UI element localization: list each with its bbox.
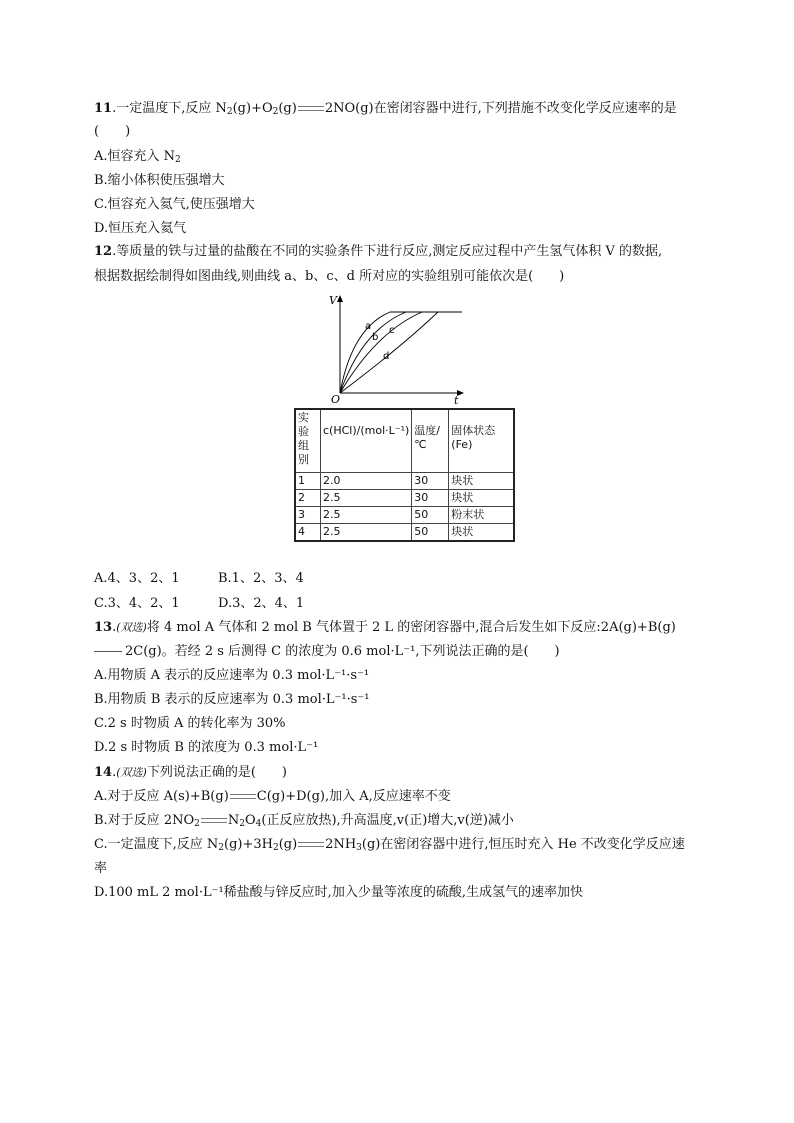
curve-label-c: c: [389, 325, 395, 336]
reaction-arrow-icon: [94, 651, 122, 652]
q14-number: 14: [94, 765, 113, 780]
q12-option-d: D.3、2、4、1: [218, 596, 305, 611]
q11-option-d: D.恒压充入氦气: [94, 221, 187, 236]
q14-stem: 14.(双选)下列说法正确的是( ): [94, 765, 287, 780]
experiment-table: [294, 408, 515, 542]
table-header-row: [295, 409, 514, 473]
curve-label-d: d: [383, 351, 390, 362]
subscript: 2: [226, 107, 233, 117]
curve-label-a: a: [365, 321, 372, 332]
table-header-cell: 固体状态(Fe): [449, 409, 515, 473]
q13-text: 将 4 mol A 气体和 2 mol B 气体置于 2 L 的密闭容器中,混合后发生如下反应:2A(g)+B(g): [146, 620, 676, 635]
q11-text: .一定温度下,反应 N: [112, 101, 227, 116]
table-cell: 块状: [449, 524, 515, 542]
table-row: [295, 473, 514, 490]
q13-option-b: B.用物质 B 表示的反应速率为 0.3 mol·L⁻¹·s⁻¹: [94, 692, 370, 707]
q12-text: .等质量的铁与过量的盐酸在不同的实验条件下进行反应,测定反应过程中产生氢气体积 V 的数据,: [112, 244, 663, 259]
volume-time-graph: [320, 294, 470, 406]
q13-number: 13: [94, 620, 113, 635]
q14-text: 下列说法正确的是( ): [146, 765, 287, 780]
q14-tag: (双选): [116, 766, 147, 779]
origin-label: O: [331, 393, 341, 406]
table-header-cell: 实验组别: [295, 409, 321, 473]
q12-stem-line2: 根据数据绘制得如图曲线,则曲线 a、b、c、d 所对应的实验组别可能依次是( ): [94, 269, 565, 284]
table-cell: 30: [412, 490, 449, 507]
q13-text: 2C(g)。若经 2 s 后测得 C 的浓度为 0.6 mol·L⁻¹,下列说法正确的是( ): [125, 644, 560, 659]
table-header-cell: 温度/℃: [412, 409, 449, 473]
y-axis-label: V: [329, 294, 337, 307]
table-cell: 50: [412, 524, 449, 542]
q14-option-b: B.对于反应 $2NO_2$ $N_2O_4$(正反应放热),升高温度,v(正)增大,v(逆)减小: [94, 813, 514, 829]
table-cell: 粉末状: [449, 507, 515, 524]
subscript: 2: [272, 107, 279, 117]
q11-option-a: A.恒容充入 $N_2$: [94, 149, 181, 165]
curve-b: [340, 312, 406, 393]
table-row: [295, 524, 514, 542]
table-cell: 2.5: [321, 490, 412, 507]
q12-option-b: B.1、2、3、4: [218, 571, 304, 586]
table-header-cell: c(HCl)/(mol·L⁻¹): [321, 409, 412, 473]
q11-option-c: C.恒容充入氦气,使压强增大: [94, 197, 255, 212]
table-cell: 块状: [449, 473, 515, 490]
q11-number: 11: [94, 101, 113, 116]
q11-stem: [94, 100, 677, 121]
x-axis-label: t: [454, 394, 459, 406]
q12-number: 12: [94, 244, 113, 259]
q13-stem-line1: 13.(双选)将 4 mol A 气体和 2 mol B 气体置于 2 L 的密闭容器中,混合后发生如下反应:2A(g)+B(g): [94, 620, 676, 635]
q14-option-a: A.对于反应 A(s)+B(g) C(g)+D(g),加入 A,反应速率不变: [94, 789, 451, 804]
curve-label-b: b: [372, 332, 379, 343]
q13-stem-line2: [94, 643, 560, 661]
equilibrium-arrow-icon: [298, 841, 324, 849]
y-axis-arrow-icon: [337, 295, 343, 302]
q11-text: 2NO(g)在密闭容器中进行,下列措施不改变化学反应速率的是: [324, 101, 677, 116]
table-cell: 1: [295, 473, 321, 490]
q14-option-d: D.100 mL 2 mol·L⁻¹稀盐酸与锌反应时,加入少量等浓度的硫酸,生成氢气的速率加快: [94, 885, 583, 900]
table-cell: 50: [412, 507, 449, 524]
table-cell: 30: [412, 473, 449, 490]
table-cell: 2: [295, 490, 321, 507]
q11-text: (g)+O: [232, 101, 273, 116]
equilibrium-arrow-icon: [201, 817, 227, 825]
q14-option-c-line2: 率: [94, 861, 108, 876]
q11-text: (g): [278, 101, 297, 116]
q12-option-c: C.3、4、2、1: [94, 596, 180, 611]
table-cell: 2.0: [321, 473, 412, 490]
equilibrium-arrow-icon: [230, 793, 256, 801]
q13-tag: (双选): [116, 621, 147, 634]
q11-answer-paren: ( ): [94, 124, 131, 139]
equilibrium-arrow-icon: [298, 105, 324, 113]
table-cell: 4: [295, 524, 321, 542]
table-cell: 3: [295, 507, 321, 524]
table-row: [295, 507, 514, 524]
table-cell: 块状: [449, 490, 515, 507]
table-cell: 2.5: [321, 507, 412, 524]
q13-option-a: A.用物质 A 表示的反应速率为 0.3 mol·L⁻¹·s⁻¹: [94, 668, 370, 683]
q11-option-b: B.缩小体积使压强增大: [94, 173, 225, 188]
q12-stem-line1: [94, 243, 662, 261]
q13-option-d: D.2 s 时物质 B 的浓度为 0.3 mol·L⁻¹: [94, 740, 319, 755]
table-cell: 2.5: [321, 524, 412, 542]
table-row: [295, 490, 514, 507]
q12-option-a: A.4、3、2、1: [94, 571, 180, 586]
q14-option-c: C.一定温度下,反应 $N_2(g)+3H_2(g)$ $2NH_3(g)$在密闭容器中进行,恒压时充入 He 不改变化学反应速: [94, 837, 685, 853]
q13-option-c: C.2 s 时物质 A 的转化率为 30%: [94, 716, 286, 731]
